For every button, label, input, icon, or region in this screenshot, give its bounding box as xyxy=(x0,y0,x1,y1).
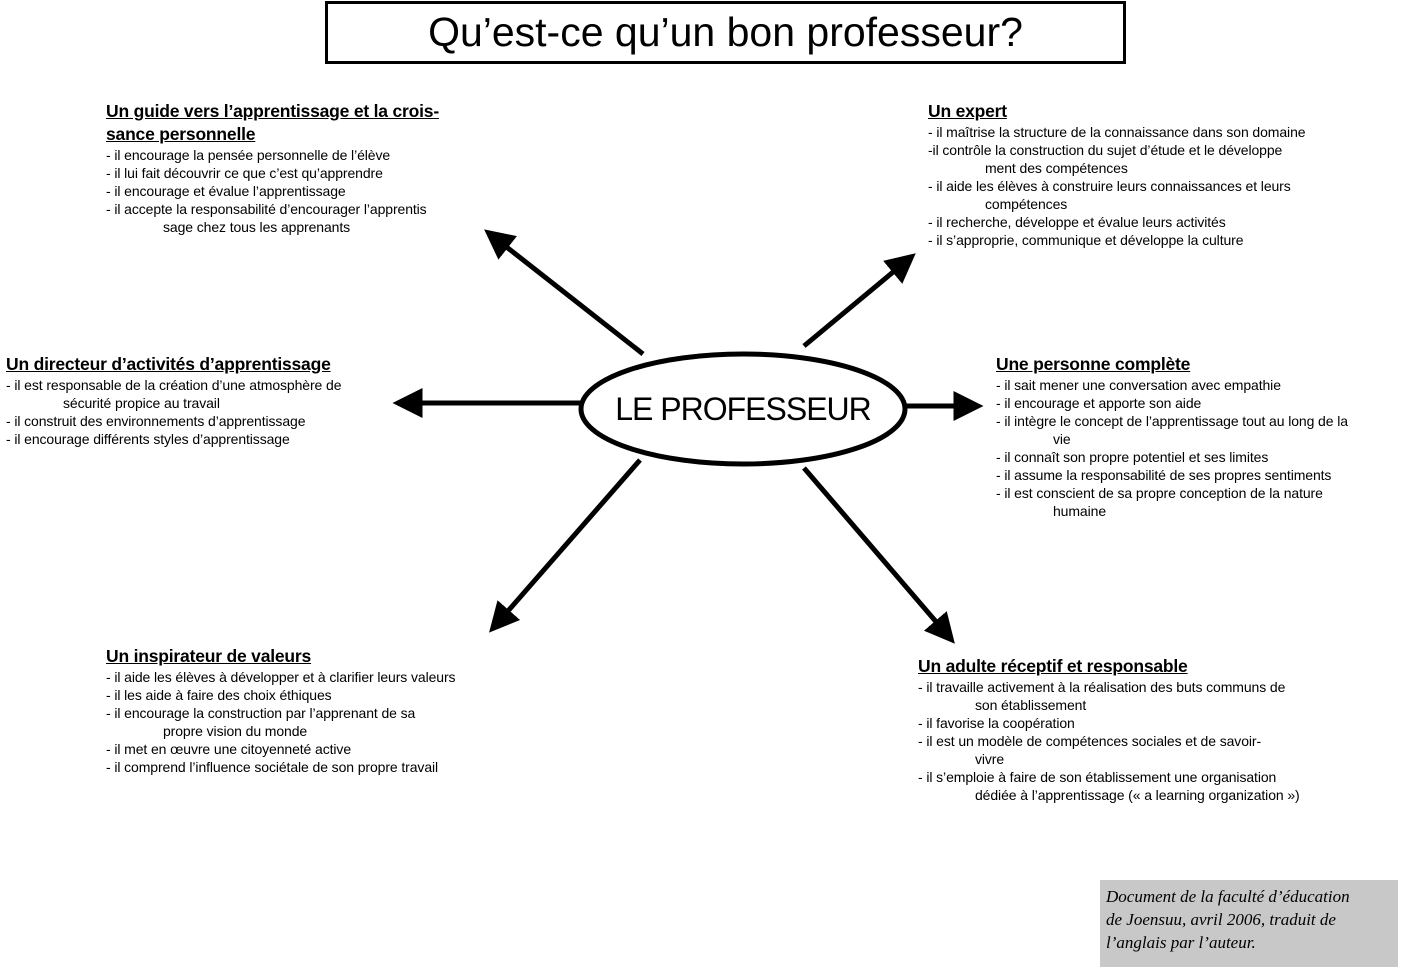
list-item-continued: sage chez tous les apprenants xyxy=(163,219,351,235)
list-item: - il s’emploie à faire de son établissement une organisation xyxy=(918,769,1277,785)
list-item: - il intègre le concept de l’apprentissage tout au long de la xyxy=(996,413,1348,429)
list-item: - il met en œuvre une citoyenneté active xyxy=(106,741,352,757)
branch-personne xyxy=(996,353,1408,520)
list-item: - il est conscient de sa propre conception de la nature xyxy=(996,485,1323,501)
list-item-continued: propre vision du monde xyxy=(163,723,308,739)
list-item-continued: compétences xyxy=(985,196,1068,212)
list-item: - il encourage la construction par l’apprenant de sa xyxy=(106,705,416,721)
branch-heading: Une personne complète xyxy=(996,354,1191,374)
list-item: - il accepte la responsabilité d’encourager l’apprentis xyxy=(106,201,427,217)
list-item: - il travaille activement à la réalisation des buts communs de xyxy=(918,679,1286,695)
list-item: - il aide les élèves à développer et à clarifier leurs valeurs xyxy=(106,669,456,685)
list-item: - il encourage différents styles d’apprentissage xyxy=(6,431,290,447)
branch-adulte xyxy=(918,655,1388,804)
branch-heading: Un guide vers l’apprentissage et la crois- xyxy=(106,101,439,121)
list-item-continued: son établissement xyxy=(975,697,1087,713)
list-item: - il assume la responsabilité de ses propres sentiments xyxy=(996,467,1332,483)
arrow-to-adulte xyxy=(804,468,950,638)
list-item-continued: dédiée à l’apprentissage (« a learning organization ») xyxy=(975,787,1300,803)
source-note-line: Document de la faculté d’éducation xyxy=(1106,887,1350,906)
list-item: - il s’approprie, communique et développe la culture xyxy=(928,232,1244,248)
list-item: -il contrôle la construction du sujet d’étude et le développe xyxy=(928,142,1283,158)
list-item: - il encourage et apporte son aide xyxy=(996,395,1202,411)
branch-guide xyxy=(106,100,526,236)
arrow-to-expert xyxy=(804,258,910,346)
branch-heading: Un directeur d’activités d’apprentissage xyxy=(6,354,331,374)
list-item-continued: sécurité propice au travail xyxy=(63,395,220,411)
list-item: - il est responsable de la création d’une atmosphère de xyxy=(6,377,342,393)
diagram-title-text: Qu’est-ce qu’un bon professeur? xyxy=(428,9,1023,55)
list-item: - il maîtrise la structure de la connaissance dans son domaine xyxy=(928,124,1306,140)
list-item: - il favorise la coopération xyxy=(918,715,1075,731)
list-item: - il aide les élèves à construire leurs connaissances et leurs xyxy=(928,178,1291,194)
list-item: - il encourage et évalue l’apprentissage xyxy=(106,183,346,199)
center-label: LE PROFESSEUR xyxy=(615,390,871,427)
branch-heading: Un adulte réceptif et responsable xyxy=(918,656,1188,676)
list-item: - il connaît son propre potentiel et ses limites xyxy=(996,449,1269,465)
source-note-line: l’anglais par l’auteur. xyxy=(1106,933,1256,952)
branch-inspirateur xyxy=(106,645,526,776)
branch-heading-continued: sance personnelle xyxy=(106,124,256,144)
source-note-line: de Joensuu, avril 2006, traduit de xyxy=(1106,910,1336,929)
branch-heading: Un expert xyxy=(928,101,1007,121)
branch-expert xyxy=(928,100,1398,249)
branch-heading: Un inspirateur de valeurs xyxy=(106,646,312,666)
list-item: - il est un modèle de compétences sociales et de savoir- xyxy=(918,733,1262,749)
list-item: - il sait mener une conversation avec empathie xyxy=(996,377,1281,393)
list-item: - il comprend l’influence sociétale de son propre travail xyxy=(106,759,439,775)
list-item-continued: humaine xyxy=(1053,503,1107,519)
list-item: - il encourage la pensée personnelle de l’élève xyxy=(106,147,391,163)
source-note xyxy=(1100,880,1398,967)
list-item: - il recherche, développe et évalue leurs activités xyxy=(928,214,1226,230)
list-item: - il construit des environnements d’apprentissage xyxy=(6,413,306,429)
arrow-to-inspirateur xyxy=(494,460,640,627)
list-item-continued: vie xyxy=(1053,431,1071,447)
list-item-continued: ment des compétences xyxy=(985,160,1128,176)
list-item: - il lui fait découvrir ce que c’est qu’apprendre xyxy=(106,165,383,181)
branch-directeur xyxy=(6,353,396,448)
list-item: - il les aide à faire des choix éthiques xyxy=(106,687,332,703)
list-item-continued: vivre xyxy=(975,751,1005,767)
arrow-to-guide xyxy=(490,234,643,354)
